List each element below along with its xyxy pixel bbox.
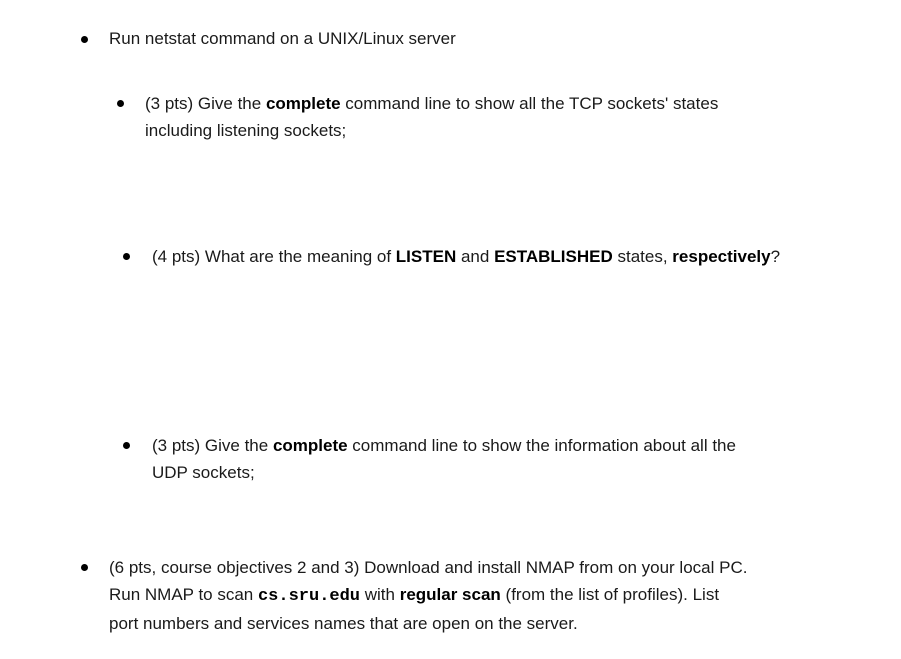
text-segment: (4 pts) What are the meaning of — [152, 247, 396, 266]
bold-text: ESTABLISHED — [494, 247, 613, 266]
item-line: including listening sockets; — [145, 121, 347, 140]
item-line: (6 pts, course objectives 2 and 3) Download and install NMAP from on your local PC. — [109, 558, 748, 577]
bullet-icon — [81, 36, 88, 43]
bullet-icon — [123, 442, 130, 449]
bold-text: LISTEN — [395, 247, 457, 266]
text-segment: and — [456, 247, 495, 266]
item-line — [145, 90, 718, 117]
hostname-code: cs.sru.edu — [257, 587, 361, 606]
item-line — [152, 432, 736, 459]
item-tcp-command — [145, 90, 718, 144]
text-segment: command line to show the information about all the — [347, 436, 736, 455]
text-segment: states, — [612, 247, 673, 266]
item-nmap — [109, 554, 747, 637]
text-segment: (from the list of profiles). List — [500, 585, 720, 604]
bold-text: regular scan — [399, 585, 501, 604]
text-segment: ? — [770, 247, 781, 266]
text-segment: with — [360, 585, 400, 604]
text-segment: command line to show all the TCP sockets' states — [340, 94, 719, 113]
bold-text: complete — [272, 436, 348, 455]
text-segment: (3 pts) Give the — [145, 94, 266, 113]
item-line — [109, 581, 747, 610]
bold-text: complete — [265, 94, 341, 113]
item-line: UDP sockets; — [152, 463, 255, 482]
text-segment: (3 pts) Give the — [152, 436, 273, 455]
item-line: port numbers and services names that are open on the server. — [109, 614, 578, 633]
item-text: Run netstat command on a UNIX/Linux server — [109, 29, 456, 48]
item-udp-command — [152, 432, 736, 486]
bullet-icon — [123, 253, 130, 260]
bullet-icon — [117, 100, 124, 107]
bullet-icon — [81, 564, 88, 571]
bold-text: respectively — [672, 247, 771, 266]
item-listen-established — [152, 243, 780, 270]
item-netstat-intro — [109, 25, 456, 52]
text-segment: Run NMAP to scan — [109, 585, 258, 604]
